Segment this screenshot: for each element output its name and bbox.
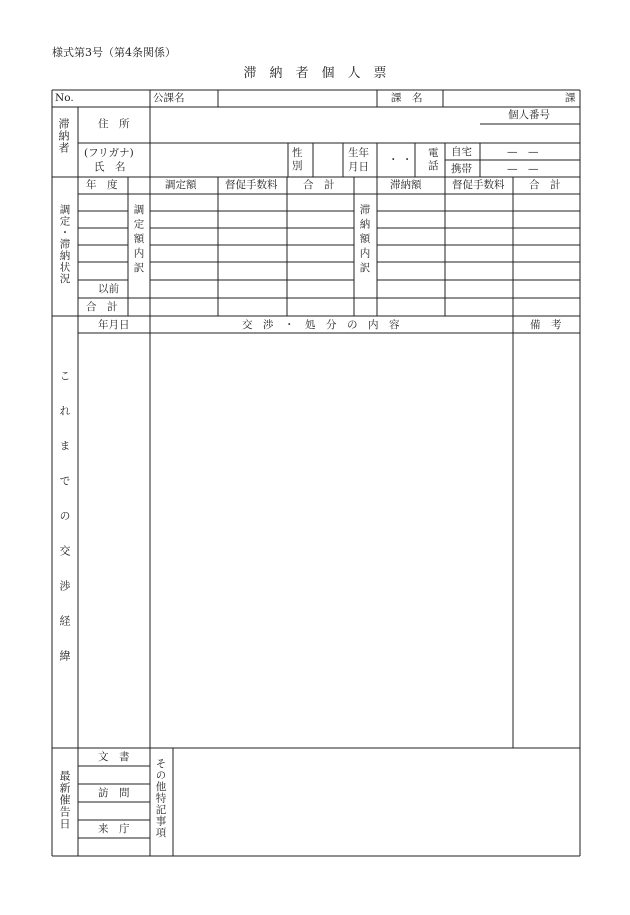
arrears-amount-header: 滞納額 (390, 179, 422, 191)
remarks-header: 備 考 (530, 319, 562, 331)
kouka-label: 公課名 (153, 92, 185, 104)
sex-label: 性別 (292, 147, 303, 172)
year-label: 年 度 (86, 179, 118, 191)
history-date-column[interactable] (79, 334, 149, 747)
history-content-area[interactable] (151, 334, 512, 747)
birth-label-top: 生年 (348, 147, 369, 159)
ka-suffix: 課 (565, 92, 576, 104)
other-notes-label: その他特記事項 (154, 758, 167, 839)
mobile-phone-field[interactable]: — — (507, 163, 539, 175)
address-field[interactable] (151, 108, 479, 142)
my-number-field[interactable] (481, 125, 579, 142)
latest-notice-section-label: 最新催告日 (58, 770, 71, 830)
sum-header-2: 合 計 (529, 179, 561, 191)
assessment-breakdown-label: 調定額内訳 (132, 204, 145, 277)
furigana-label: (フリガナ) (84, 147, 134, 159)
page-title: 滞 納 者 個 人 票 (243, 66, 387, 81)
other-notes-field[interactable] (174, 749, 579, 855)
history-remarks-column[interactable] (514, 334, 579, 747)
total-label: 合 計 (86, 301, 118, 313)
arrears-breakdown-label: 滞納額内訳 (358, 204, 371, 277)
kouka-field[interactable] (219, 91, 376, 106)
ka-label: 課 名 (391, 92, 423, 104)
no-label: No. (55, 92, 74, 104)
fee-header: 督促手数料 (225, 179, 278, 191)
fee-header-2: 督促手数料 (452, 179, 505, 191)
address-label: 住 所 (98, 118, 130, 130)
home-phone-label: 自宅 (451, 146, 472, 158)
mobile-phone-label: 携帯 (451, 163, 472, 175)
name-label: 氏 名 (94, 161, 126, 173)
assessment-amount-header: 調定額 (165, 179, 197, 191)
home-phone-field[interactable]: — — (507, 146, 539, 158)
visit-label: 訪 問 (98, 787, 130, 799)
birth-date-field[interactable]: ・ ・ (388, 154, 413, 166)
appearance-label: 来 庁 (98, 823, 130, 835)
content-header: 交 渉 ・ 処 分 の 内 容 (242, 319, 400, 331)
sex-field[interactable] (314, 144, 342, 176)
status-section-label: 調定・滞納状況 (58, 204, 71, 285)
taxpayer-section-label: 滞納者 (57, 118, 70, 154)
form-number: 様式第3号（第4条関係） (52, 46, 176, 59)
name-field[interactable] (151, 144, 287, 176)
history-section-label: これまでの交渉経緯 (58, 370, 71, 685)
date-header: 年月日 (98, 319, 130, 331)
document-label: 文 書 (98, 751, 130, 763)
sum-header: 合 計 (303, 179, 335, 191)
birth-label-bottom: 月日 (348, 161, 369, 173)
ka-field[interactable] (444, 91, 564, 106)
prior-label: 以前 (98, 283, 119, 295)
phone-label: 電話 (428, 147, 439, 172)
my-number-label: 個人番号 (508, 109, 550, 121)
